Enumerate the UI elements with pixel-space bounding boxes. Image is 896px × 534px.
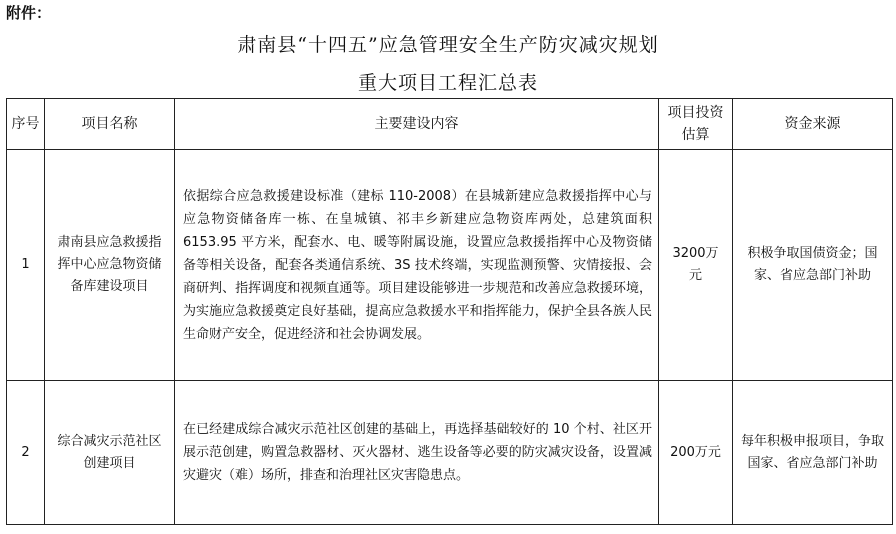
header-no: 序号 [7,99,45,150]
row-no: 2 [7,381,45,525]
project-summary-table [6,98,893,525]
row-content: 在已经建成综合减灾示范社区创建的基础上，再选择基础较好的 10 个村、社区开展示范创建，购置急救器材、灭火器材、逃生设备等必要的防灾减灾设备，设置减灾避灾（难）场所，排查和治理社区灾害隐患点。 [175,381,659,525]
row-funding [733,381,893,525]
row-project-name [45,150,175,381]
row-investment-text: 3200万元 [672,246,719,283]
header-funding: 资金来源 [733,99,893,150]
row-investment [659,381,733,525]
row-project-name-text: 综合减灾示范社区创建项目 [57,433,162,471]
row-project-name-text: 肃南县应急救援指挥中心应急物资储备库建设项目 [57,235,162,294]
header-content: 主要建设内容 [175,99,659,150]
row-project-name [45,381,175,525]
header-investment: 项目投资估算 [659,99,733,150]
table-row [7,381,893,525]
row-no: 1 [7,150,45,381]
header-name: 项目名称 [45,99,175,150]
row-funding [733,150,893,381]
page-title: 肃南县“十四五”应急管理安全生产防灾减灾规划 [237,34,659,56]
row-investment [659,150,733,381]
row-funding-text: 积极争取国债资金；国家、省应急部门补助 [747,246,878,283]
row-investment-text: 200万元 [670,444,721,460]
page-subtitle: 重大项目工程汇总表 [357,72,538,94]
row-content: 依据综合应急救援建设标准（建标 110-2008）在县城新建应急救援指挥中心与应急物资储备库一栋、在皇城镇、祁丰乡新建应急物资库两处，总建筑面积 6153.95 平方米，配套水、电、暖等附属设施，设置应急救援指挥中心及物资储备等相关设备，配套各类通信系统、3S 技术终端，实现监测预警、灾情接报、会商研判、指挥调度和视频直通等。项目建设能够进一步规范和改善应急救援环境，为实施应急救援奠定良好基础，提高应急救援水平和指挥能力，保护全县各族人民生命财产安全，促进经济和社会协调发展。 [175,150,659,381]
row-funding-text: 每年积极申报项目，争取国家、省应急部门补助 [741,433,885,471]
table-header-row [7,99,893,150]
table-row [7,150,893,381]
attachment-label: 附件： [6,4,52,22]
